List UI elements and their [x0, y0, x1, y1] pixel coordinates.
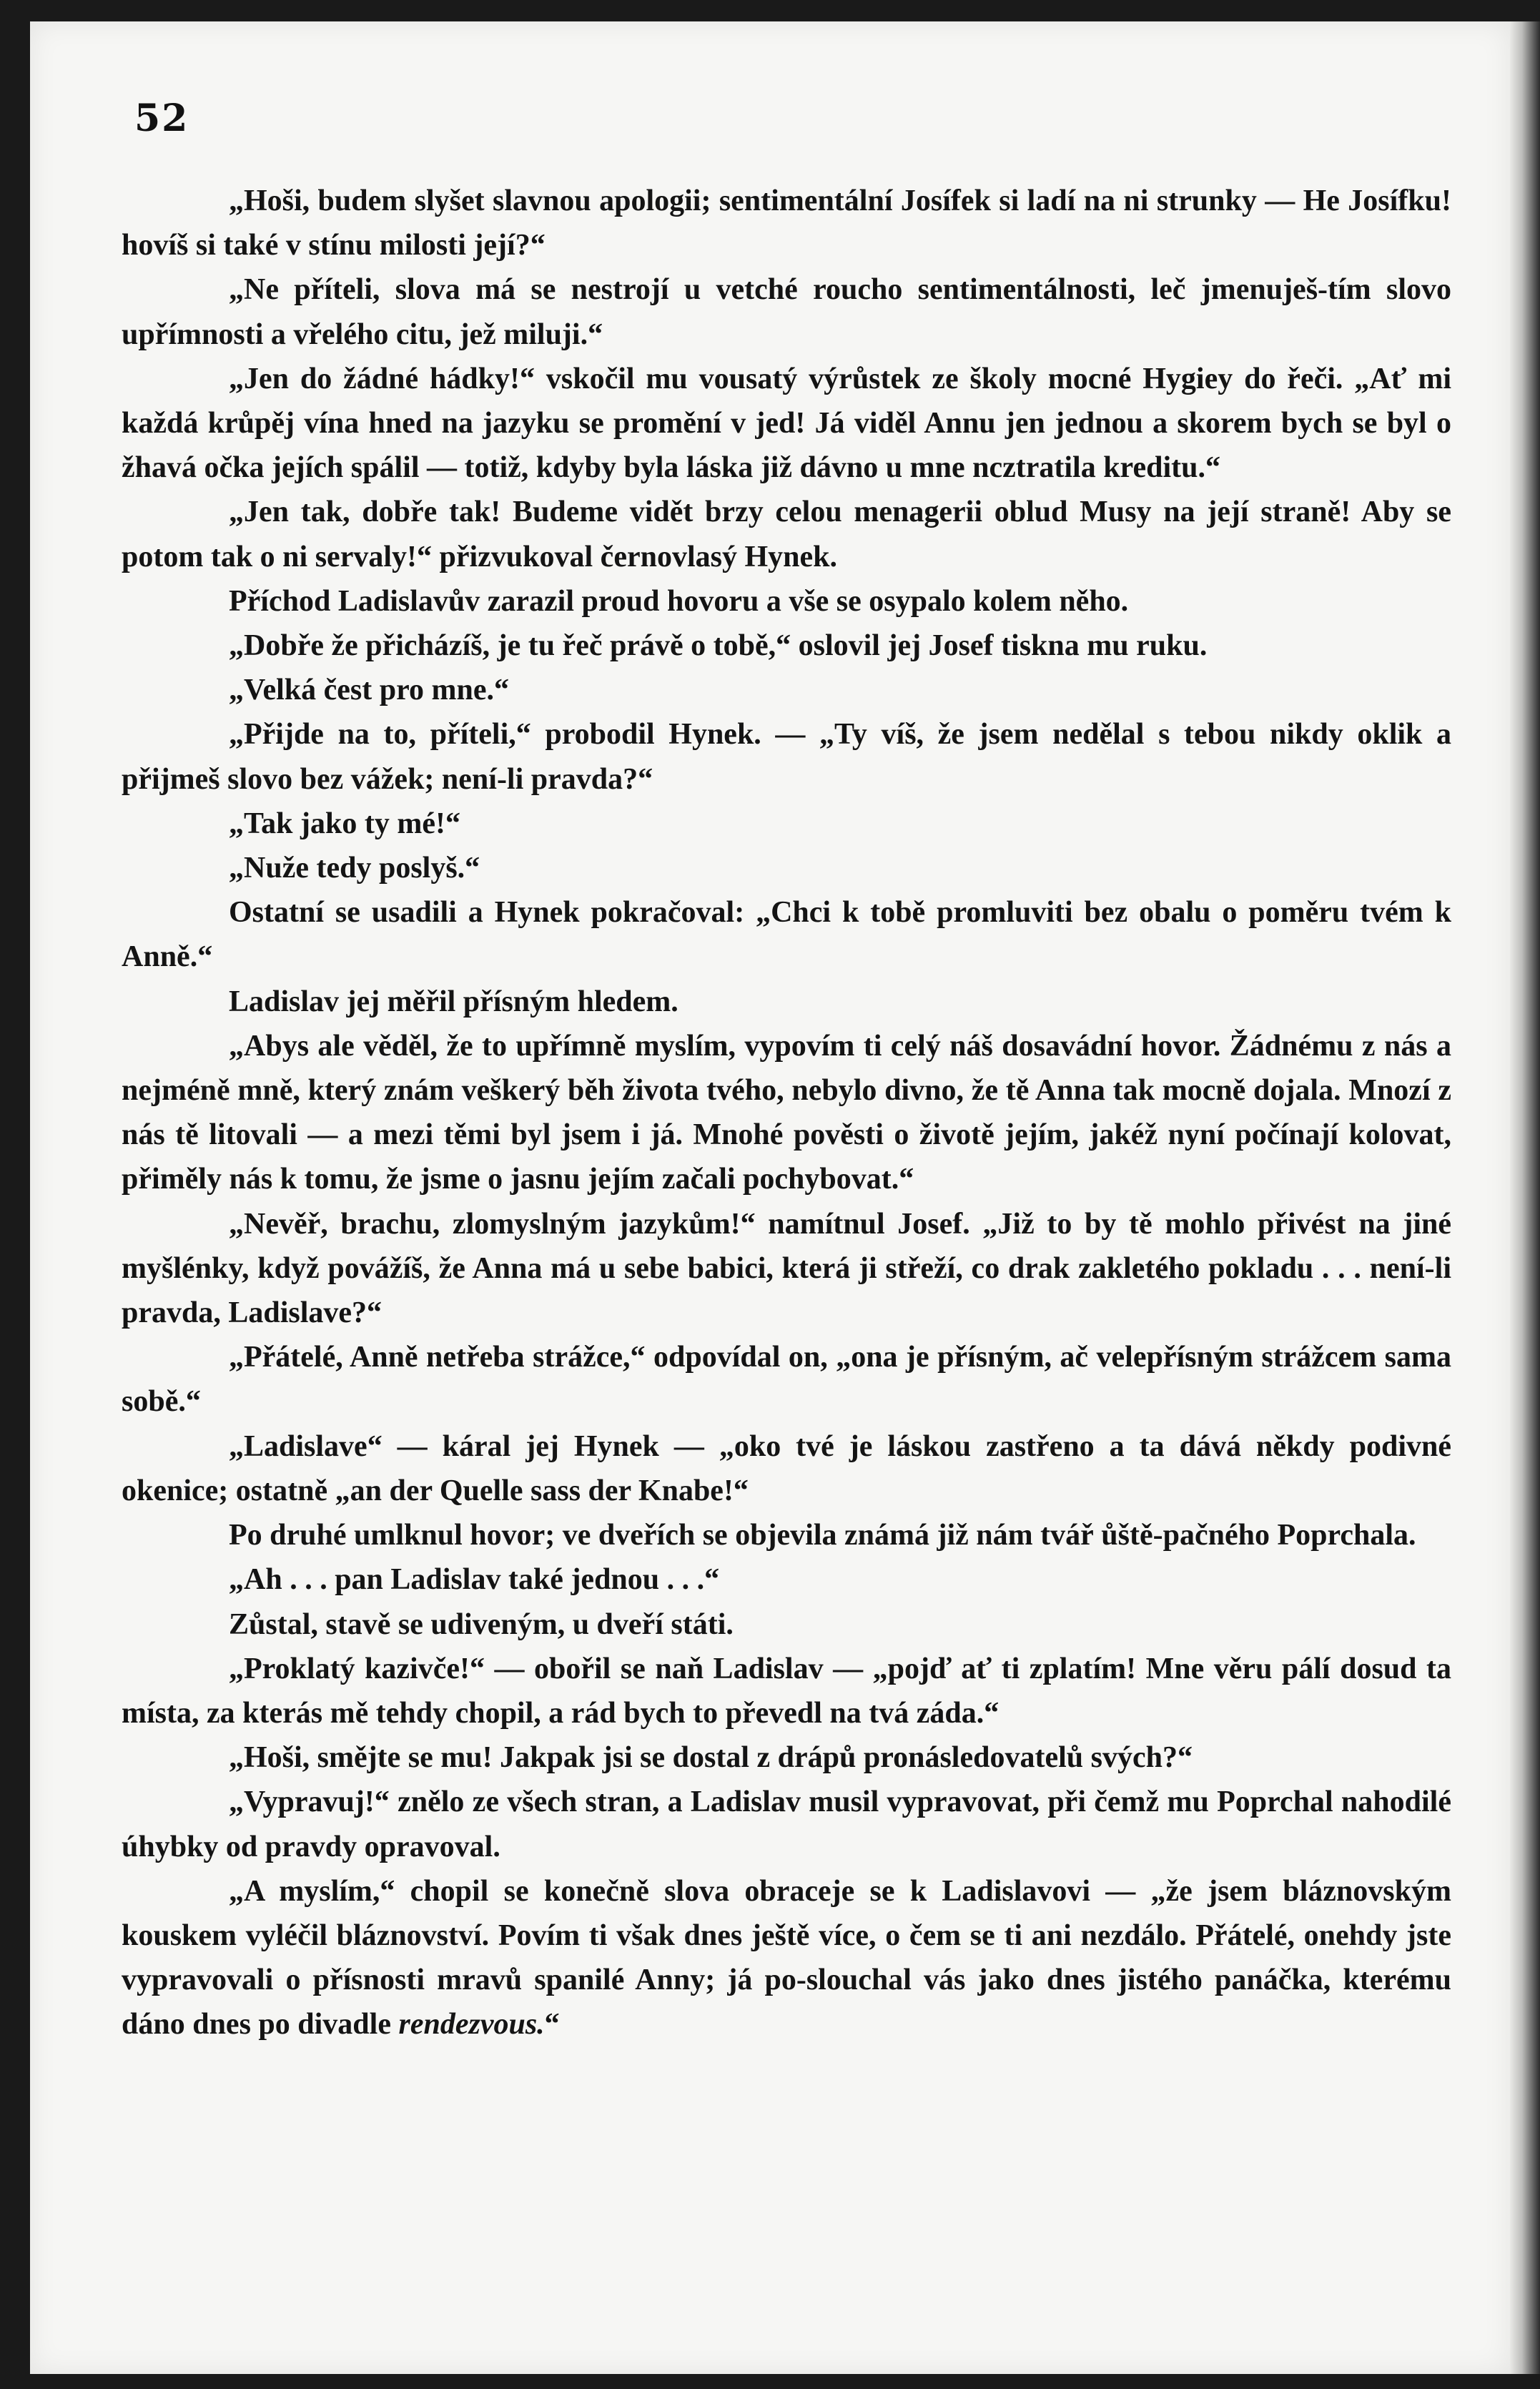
- paragraph: Příchod Ladislavův zarazil proud hovoru a vše se osypalo kolem něho.: [229, 584, 1129, 618]
- paragraph: „Přátelé, Anně netřeba strážce,“ odpovídal on, „ona je přísným, ač velepřísným strážcem sama sobě.“: [122, 1341, 1451, 1419]
- paragraph: Ladislav jej měřil přísným hledem.: [229, 985, 678, 1018]
- paragraph: Po druhé umlknul hovor; ve dveřích se objevila známá již nám tvář ůště-pačného Poprchala.: [229, 1519, 1416, 1552]
- paragraph: „Hoši, smějte se mu! Jakpak jsi se dostal z drápů pronásledovatelů svých?“: [229, 1741, 1193, 1775]
- paragraph: „Dobře že přicházíš, je tu řeč právě o tobě,“ oslovil jej Josef tiskna mu ruku.: [229, 629, 1208, 663]
- paragraph: Ostatní se usadili a Hynek pokračoval: „Chci k tobě promluviti bez obalu o poměru tvém k Anně.“: [122, 896, 1451, 974]
- paragraph: „Ne příteli, slova má se nestrojí u vetché roucho sentimentálnosti, leč jmenuješ-tím slovo upřímnosti a vřelého citu, jež miluji.“: [122, 273, 1451, 351]
- paragraph: „Vypravuj!“ znělo ze všech stran, a Ladislav musil vypravovat, při čemž mu Poprchal nahodilé úhybky od pravdy opravoval.: [122, 1785, 1451, 1863]
- paragraph-last: [122, 1869, 1451, 2047]
- page-edge-shadow: [1510, 21, 1540, 2374]
- paragraph: „Tak jako ty mé!“: [229, 807, 460, 840]
- paragraph-last-text: „A myslím,“ chopil se konečně slova obraceje se k Ladislavovi — „že jsem bláznovským kouskem vyléčil bláznovství. Povím ti však dnes ještě více, o čem se ti ani nezdálo. Přátelé, onehdy jste vypravovali o přísnosti mravů spanilé Anny; já po-slouchal vás jako dnes jistého panáčka, kterému dáno dnes po divadle: [122, 1874, 1451, 2041]
- paragraph: „Jen do žádné hádky!“ vskočil mu vousatý výrůstek ze školy mocné Hygiey do řeči. „Ať mi každá krůpěj vína hned na jazyku se promění v jed! Já viděl Annu jen jednou a skorem bych se byl o žhavá očka jejích spálil — totiž, kdyby byla láska již dávno u mne ncztratila kreditu.“: [122, 362, 1451, 485]
- body-text: [122, 179, 1451, 2047]
- paragraph: „Ah . . . pan Ladislav také jednou . . .“: [229, 1563, 720, 1597]
- closing-quote: “: [544, 2008, 560, 2041]
- paragraph: Zůstal, stavě se udiveným, u dveří státi.: [229, 1607, 734, 1641]
- emphasis-rendezvous: rendezvous.: [398, 2008, 545, 2041]
- paragraph: „Nuže tedy poslyš.“: [229, 852, 480, 885]
- paragraph: „Ladislave“ — káral jej Hynek — „oko tvé je láskou zastřeno a ta dává někdy podivné okenice; ostatně „an der Quelle sass der Knabe!“: [122, 1429, 1451, 1507]
- paragraph: „Jen tak, dobře tak! Budeme vidět brzy celou menagerii oblud Musy na její straně! Aby se potom tak o ni servaly!“ přizvukoval černovlasý Hynek.: [122, 496, 1451, 573]
- paragraph: „Přijde na to, příteli,“ probodil Hynek. — „Ty víš, že jsem nedělal s tebou nikdy oklik a přijmeš slovo bez vážek; není-li pravda?“: [122, 718, 1451, 796]
- paragraph: „Proklatý kazivče!“ — obořil se naň Ladislav — „pojď ať ti zplatím! Mne věru pálí dosud ta místa, za kterás mě tehdy chopil, a rád bych to převedl na tvá záda.“: [122, 1652, 1451, 1730]
- paragraph: „Abys ale věděl, že to upřímně myslím, vypovím ti celý náš dosavádní hovor. Žádnému z nás a nejméně mně, který znám veškerý běh života tvého, nebylo divno, že tě Anna tak mocně dojala. Mnozí z nás tě litovali — a mezi těmi byl jsem i já. Mnohé pověsti o životě jejím, jakéž nyní počínají kolovat, přiměly nás k tomu, že jsme o jasnu jejím začali pochybovat.“: [122, 1029, 1451, 1196]
- paragraph: „Nevěř, brachu, zlomyslným jazykům!“ namítnul Josef. „Již to by tě mohlo přivést na jiné myšlénky, když povážíš, že Anna má u sebe babici, která ji střeží, co drak zakletého pokladu . . . není-li pravda, Ladislave?“: [122, 1207, 1451, 1330]
- paragraph: „Velká čest pro mne.“: [229, 674, 509, 707]
- page-number: 52: [134, 97, 189, 140]
- paragraph: „Hoši, budem slyšet slavnou apologii; sentimentální Josífek si ladí na ni strunky — He Josífku! hovíš si také v stínu milosti její?“: [122, 184, 1451, 262]
